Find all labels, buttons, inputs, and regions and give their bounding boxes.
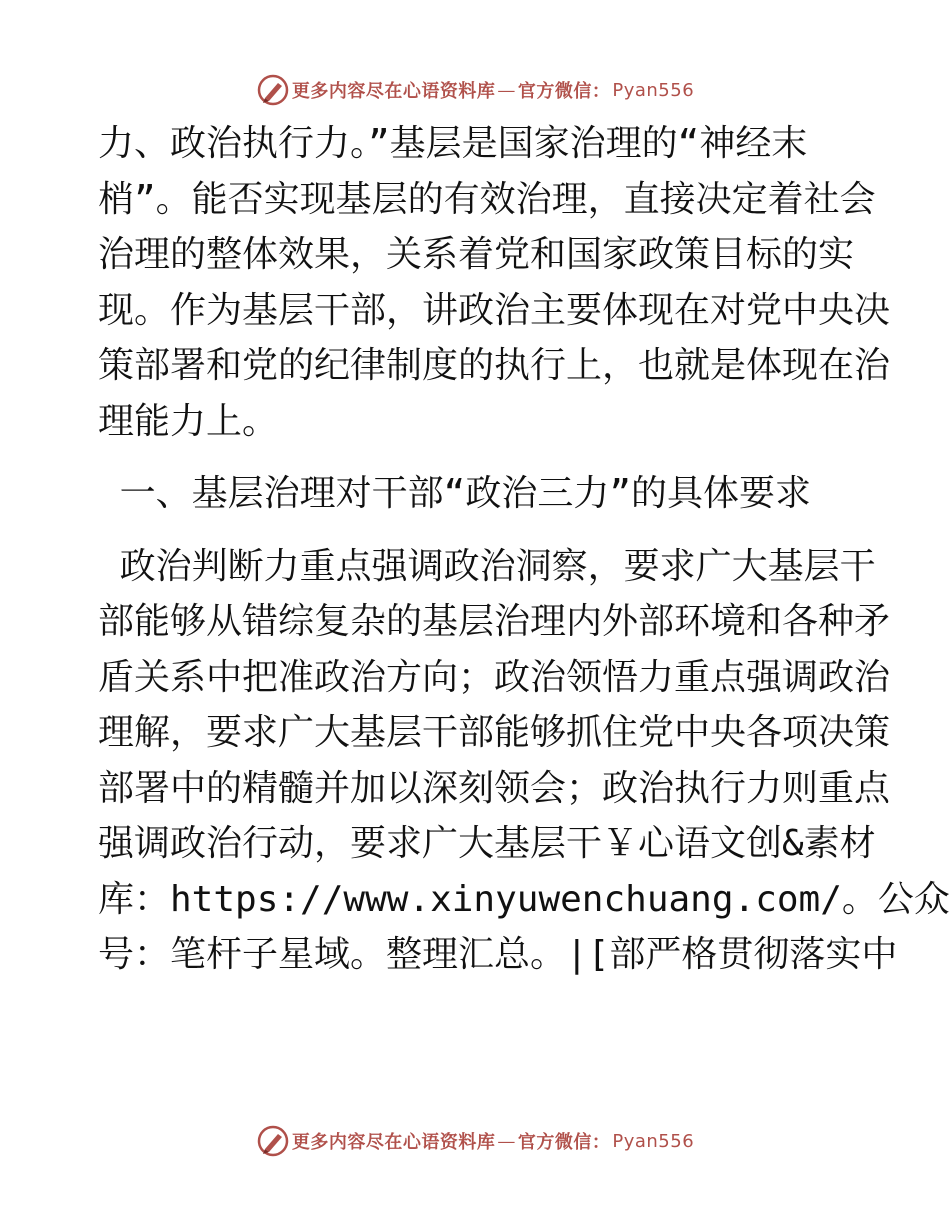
text-line: 盾关系中把准政治方向；政治领悟力重点强调政治 [98,656,891,698]
pen-circle-logo-icon [256,1124,290,1158]
text-line: 强调政治行动，要求广大基层干￥心语文创&素材 [98,823,876,864]
pen-circle-logo-icon [256,73,290,107]
watermark-separator: — [497,79,516,101]
watermark-id: Pyan556 [612,1130,695,1152]
text-line: 力、政治执行力。”基层是国家治理的“神经末 [98,123,808,164]
text-line: 号：笔杆子星域。整理汇总。|[部严格贯彻落实中 [98,934,898,975]
header-watermark [0,75,950,105]
text-line: 梢”。能否实现基层的有效治理，直接决定着社会 [98,178,876,220]
watermark-separator: — [497,1130,516,1152]
footer-watermark [0,1126,950,1156]
watermark-text: 更多内容尽在心语资料库 [291,1132,496,1153]
text-line: 部能够从错综复杂的基层治理内外部环境和各种矛 [98,601,891,642]
text-line: 部署中的精髓并加以深刻领会；政治执行力则重点 [98,767,891,809]
text-line: 治理的整体效果，关系着党和国家政策目标的实 [98,234,855,275]
paragraph-2 [98,539,950,983]
section-heading: 一、基层治理对干部“政治三力”的具体要求 [98,473,812,514]
text-line: 库：https://www.xinyuwenchuang.com/。公众 [98,878,950,920]
paragraph-spacer [98,522,858,539]
text-line: 政治判断力重点强调政治洞察，要求广大基层干 [98,545,876,587]
text-line: 理解，要求广大基层干部能够抓住党中央各项决策 [98,712,891,753]
document-body [98,116,950,983]
paragraph-1 [98,116,891,449]
text-line: 理能力上。 [98,400,279,442]
text-line: 策部署和党的纪律制度的执行上，也就是体现在治 [98,345,891,386]
watermark-official: 官方微信： [517,81,611,102]
text-line: 现。作为基层干部，讲政治主要体现在对党中央决 [98,289,891,331]
paragraph-spacer [98,449,858,466]
watermark-official: 官方微信： [517,1132,611,1153]
watermark-id: Pyan556 [612,79,695,101]
watermark-text: 更多内容尽在心语资料库 [291,81,496,102]
